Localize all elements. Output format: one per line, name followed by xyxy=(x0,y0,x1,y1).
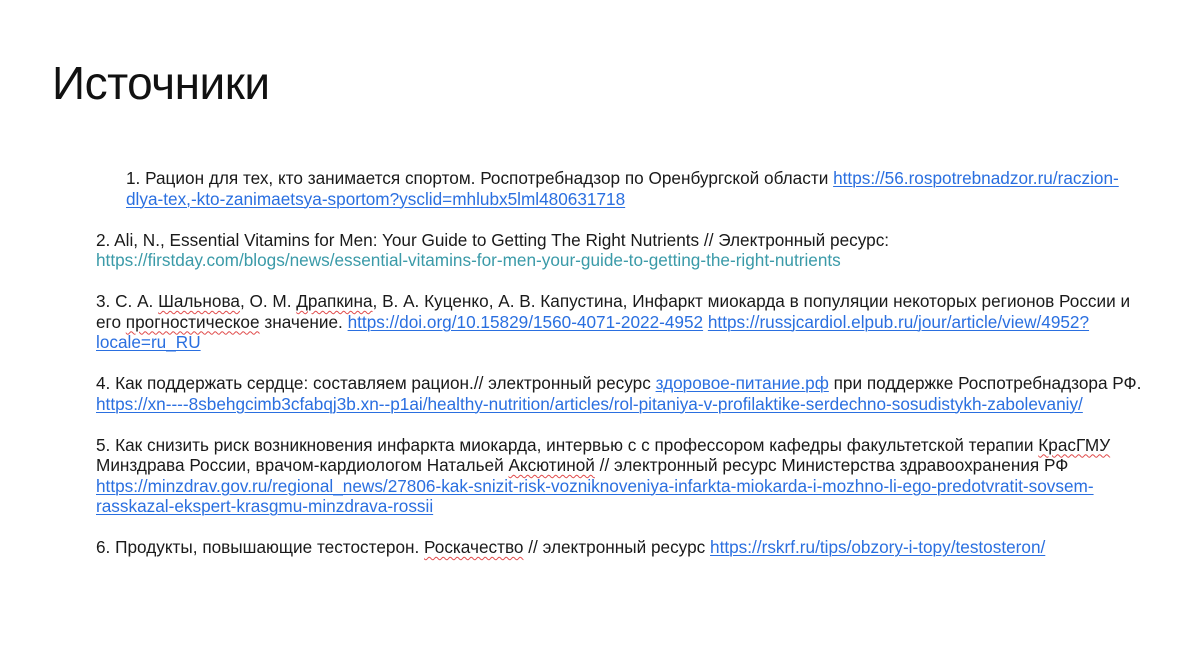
site-link[interactable]: здоровое-питание.рф xyxy=(655,373,829,393)
source-text: 3. С. А. xyxy=(96,291,159,311)
source-text: // электронный ресурс xyxy=(523,537,711,557)
source-item-2 xyxy=(96,230,1154,271)
source-item-4 xyxy=(96,373,1154,414)
source-text: 1. Рацион для тех, кто занимается спортом. Роспотребнадзор по Оренбургской области xyxy=(126,168,834,188)
source-text: 4. Как поддержать сердце: составляем рацион.// электронный ресурс xyxy=(96,373,656,393)
source-text: значение. xyxy=(259,311,348,332)
source-text: // электронный ресурс Министерства здравоохранения РФ xyxy=(594,455,1069,475)
source-link[interactable]: https://xn----8sbehgcimb3cfabqj3b.xn--p1ai/healthy-nutrition/articles/rol-pitaniya-v-profilaktike-serdechno-sosudistykh-zabolevaniy/ xyxy=(96,393,1083,414)
source-text: 5. Как снизить риск возникновения инфаркта миокарда, интервью с с профессором кафедры факультетской терапии xyxy=(96,434,1039,455)
page-title: Источники xyxy=(52,57,270,109)
misspelled-word: Аксютиной xyxy=(508,455,595,475)
source-text: при поддержке Роспотребнадзора РФ. xyxy=(828,373,1142,393)
misspelled-word: Шальнова xyxy=(158,291,240,311)
source-text: 2. Ali, N., Essential Vitamins for Men: Your Guide to Getting The Right Nutrients // Электронный ресурс: xyxy=(96,229,890,250)
source-link[interactable]: https://56.rospotrebnadzor.ru/raczion-dlya-tex,-kto-zanimaetsya-sportom?ysclid=mhlubx5lml480631718 xyxy=(126,168,1119,209)
source-text: 6. Продукты, повышающие тестостерон. xyxy=(96,537,425,557)
source-link[interactable]: https://minzdrav.gov.ru/regional_news/27806-kak-snizit-risk-vozniknoveniya-infarkta-miokarda-i-mozhno-li-ego-predotvratit-sovsem-rasskazal-ekspert-krasgmu-minzdrava-rossii xyxy=(96,475,1094,516)
doi-link[interactable]: https://doi.org/10.15829/1560-4071-2022-4952 xyxy=(347,311,704,332)
source-item-3 xyxy=(96,291,1154,353)
source-text: , В. А. Куценко, А. В. Капустина, Инфаркт миокарда в популяции некоторых регионов России и его xyxy=(96,291,1131,332)
source-link[interactable]: https://rskrf.ru/tips/obzory-i-topy/testosteron/ xyxy=(710,537,1046,557)
source-text: Минздрава России, врачом-кардиологом Натальей xyxy=(96,455,509,475)
source-item-5 xyxy=(96,435,1154,517)
misspelled-word: Драпкина xyxy=(296,291,373,311)
misspelled-word: КрасГМУ xyxy=(1038,434,1111,455)
source-link[interactable]: https://firstday.com/blogs/news/essential-vitamins-for-men-your-guide-to-getting-the-right-nutrients xyxy=(96,250,841,270)
sources-list xyxy=(96,168,1154,578)
source-item-6 xyxy=(96,537,1154,558)
misspelled-word: прогностическое xyxy=(125,311,260,332)
misspelled-word: Роскачество xyxy=(424,537,524,557)
source-link[interactable]: https://russjcardiol.elpub.ru/jour/article/view/4952?locale=ru_RU xyxy=(96,311,1090,352)
source-item-1 xyxy=(96,168,1154,209)
source-text: , О. М. xyxy=(239,291,297,311)
